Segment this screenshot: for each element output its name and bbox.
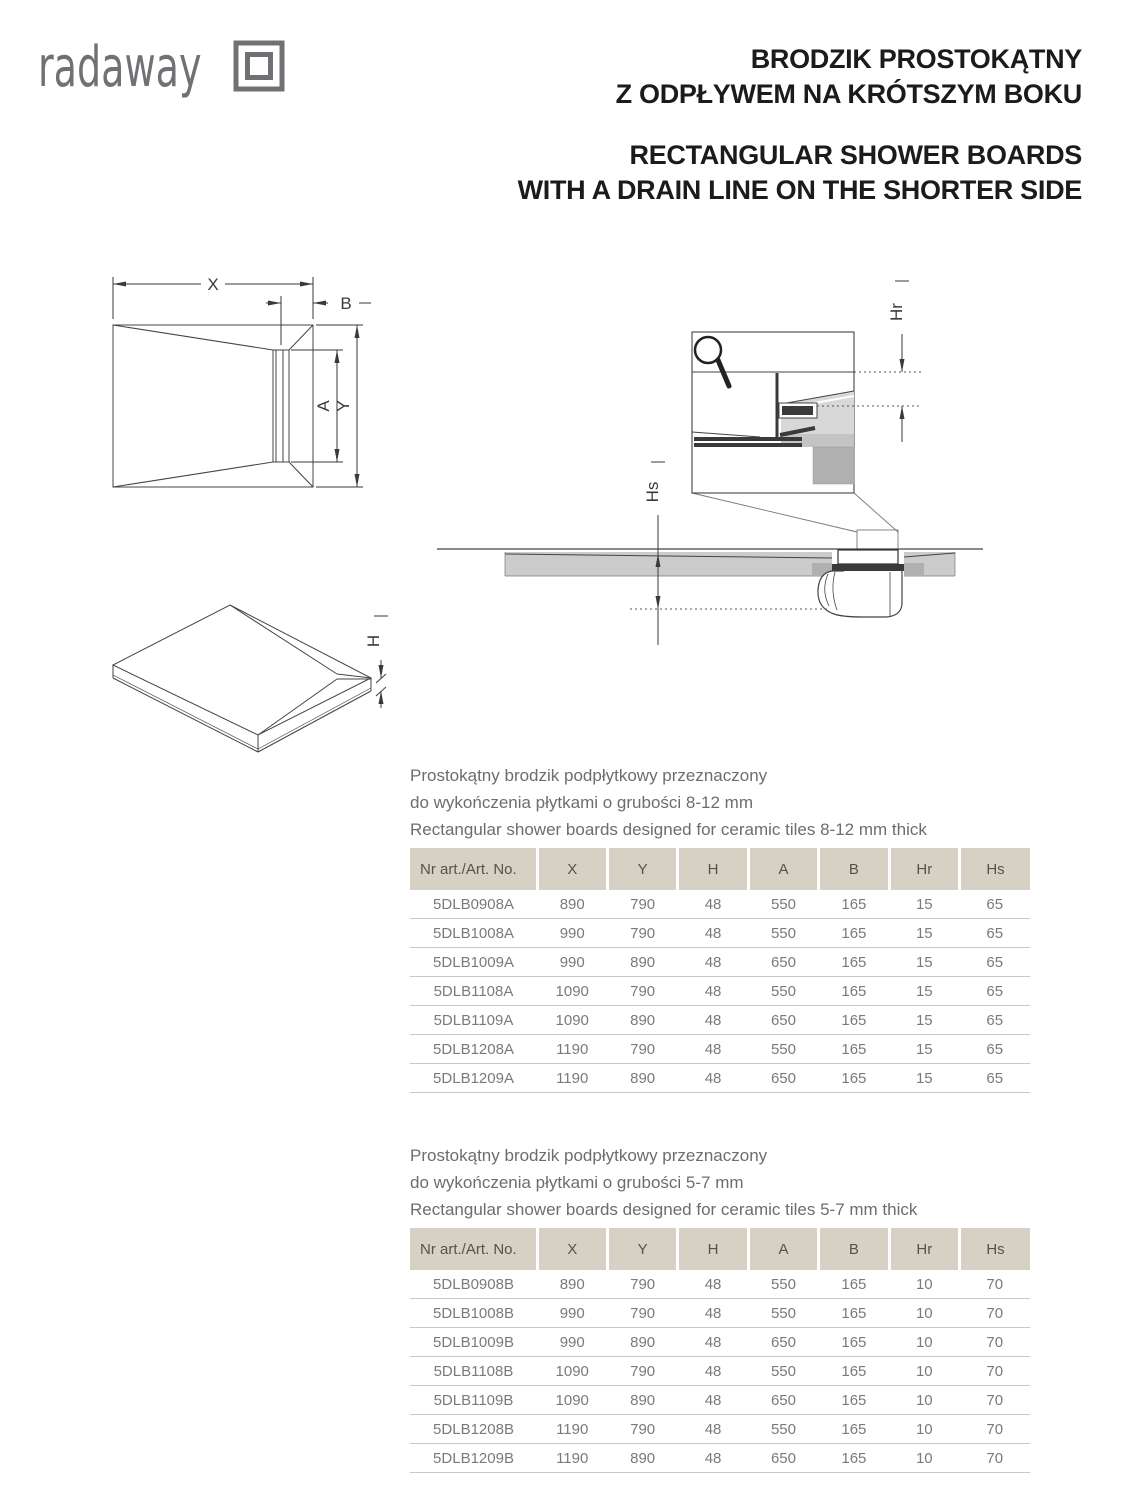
table-row xyxy=(410,977,1030,1006)
caption-en: Rectangular shower boards designed for ceramic tiles 5-7 mm thick xyxy=(410,1200,918,1219)
spec-value: 890 xyxy=(607,1006,677,1035)
title-pl-line2: Z ODPŁYWEM NA KRÓTSZYM BOKU xyxy=(615,79,1082,109)
article-number: 5DLB1209A xyxy=(410,1064,537,1093)
table-row xyxy=(410,1270,1030,1299)
spec-value: 790 xyxy=(607,1035,677,1064)
column-header-h: H xyxy=(678,848,748,890)
article-number: 5DLB0908A xyxy=(410,890,537,919)
spec-value: 790 xyxy=(607,890,677,919)
column-header-b: B xyxy=(819,1228,889,1270)
column-header-hr: Hr xyxy=(889,1228,959,1270)
spec-value: 990 xyxy=(537,1328,607,1357)
spec-value: 890 xyxy=(607,1444,677,1473)
spec-value: 550 xyxy=(748,1299,818,1328)
dimension-label-a: A xyxy=(314,400,333,412)
spec-value: 165 xyxy=(819,1328,889,1357)
spec-value: 550 xyxy=(748,890,818,919)
column-header-hr: Hr xyxy=(889,848,959,890)
article-number: 5DLB1009B xyxy=(410,1328,537,1357)
table-row xyxy=(410,1299,1030,1328)
dimension-label-hs: Hs xyxy=(643,481,662,503)
spec-value: 790 xyxy=(607,1270,677,1299)
title-en-line1: RECTANGULAR SHOWER BOARDS xyxy=(629,140,1082,170)
spec-value: 10 xyxy=(889,1386,959,1415)
spec-value: 65 xyxy=(960,1006,1030,1035)
spec-value: 48 xyxy=(678,1270,748,1299)
logo-text: radaway xyxy=(38,35,202,100)
table-row xyxy=(410,948,1030,977)
spec-value: 990 xyxy=(537,919,607,948)
spec-value: 10 xyxy=(889,1415,959,1444)
article-number: 5DLB1008A xyxy=(410,919,537,948)
spec-value: 65 xyxy=(960,1035,1030,1064)
spec-value: 1190 xyxy=(537,1444,607,1473)
spec-section-5-7mm xyxy=(410,1142,1032,1473)
spec-value: 1190 xyxy=(537,1415,607,1444)
column-header-y: Y xyxy=(607,848,677,890)
spec-value: 48 xyxy=(678,1299,748,1328)
spec-value: 70 xyxy=(960,1386,1030,1415)
article-number: 5DLB1208B xyxy=(410,1415,537,1444)
top-view-drawing xyxy=(100,265,400,510)
article-number: 5DLB1108B xyxy=(410,1357,537,1386)
spec-value: 1090 xyxy=(537,1357,607,1386)
spec-value: 48 xyxy=(678,948,748,977)
spec-value: 70 xyxy=(960,1328,1030,1357)
spec-value: 890 xyxy=(537,1270,607,1299)
column-header-nr-art-art-no-: Nr art./Art. No. xyxy=(410,848,537,890)
article-number: 5DLB0908B xyxy=(410,1270,537,1299)
caption-pl-line1: Prostokątny brodzik podpłytkowy przeznaczony xyxy=(410,766,768,785)
spec-table-8-12mm xyxy=(410,848,1030,1093)
column-header-x: X xyxy=(537,848,607,890)
spec-table-5-7mm xyxy=(410,1228,1030,1473)
spec-value: 10 xyxy=(889,1299,959,1328)
spec-value: 790 xyxy=(607,1299,677,1328)
spec-value: 790 xyxy=(607,919,677,948)
spec-value: 10 xyxy=(889,1357,959,1386)
column-header-b: B xyxy=(819,848,889,890)
perspective-drawing xyxy=(85,580,415,775)
spec-value: 890 xyxy=(607,1386,677,1415)
table-row xyxy=(410,919,1030,948)
spec-value: 65 xyxy=(960,948,1030,977)
column-header-hs: Hs xyxy=(960,1228,1030,1270)
spec-value: 1190 xyxy=(537,1064,607,1093)
spec-value: 65 xyxy=(960,977,1030,1006)
caption-pl-line2: do wykończenia płytkami o grubości 8-12 mm xyxy=(410,793,753,812)
spec-value: 70 xyxy=(960,1270,1030,1299)
article-number: 5DLB1208A xyxy=(410,1035,537,1064)
dimension-label-x: X xyxy=(207,275,219,294)
cross-section-drawing xyxy=(430,260,1000,670)
caption-en: Rectangular shower boards designed for ceramic tiles 8-12 mm thick xyxy=(410,820,927,839)
spec-section-8-12mm xyxy=(410,762,1032,1093)
column-header-h: H xyxy=(678,1228,748,1270)
spec-value: 165 xyxy=(819,1357,889,1386)
spec-value: 165 xyxy=(819,948,889,977)
table-row xyxy=(410,1006,1030,1035)
spec-value: 48 xyxy=(678,1064,748,1093)
spec-value: 550 xyxy=(748,977,818,1006)
column-header-a: A xyxy=(748,848,818,890)
article-number: 5DLB1109A xyxy=(410,1006,537,1035)
spec-value: 48 xyxy=(678,1444,748,1473)
spec-value: 48 xyxy=(678,1328,748,1357)
spec-value: 550 xyxy=(748,1357,818,1386)
spec-value: 165 xyxy=(819,977,889,1006)
table-row xyxy=(410,1035,1030,1064)
table-row xyxy=(410,1386,1030,1415)
spec-value: 550 xyxy=(748,1270,818,1299)
caption-pl-line1: Prostokątny brodzik podpłytkowy przeznaczony xyxy=(410,1146,768,1165)
spec-value: 65 xyxy=(960,890,1030,919)
spec-value: 550 xyxy=(748,1415,818,1444)
column-header-a: A xyxy=(748,1228,818,1270)
spec-value: 70 xyxy=(960,1357,1030,1386)
spec-value: 890 xyxy=(607,948,677,977)
spec-value: 650 xyxy=(748,1006,818,1035)
table-row xyxy=(410,1444,1030,1473)
spec-value: 165 xyxy=(819,1006,889,1035)
spec-value: 165 xyxy=(819,1064,889,1093)
table-row xyxy=(410,890,1030,919)
spec-value: 15 xyxy=(889,1064,959,1093)
spec-value: 48 xyxy=(678,1357,748,1386)
dimension-label-hr: Hr xyxy=(887,303,906,321)
spec-value: 165 xyxy=(819,890,889,919)
spec-value: 48 xyxy=(678,890,748,919)
spec-value: 650 xyxy=(748,948,818,977)
spec-value: 10 xyxy=(889,1270,959,1299)
spec-value: 70 xyxy=(960,1299,1030,1328)
spec-value: 15 xyxy=(889,948,959,977)
spec-value: 1090 xyxy=(537,1006,607,1035)
spec-value: 70 xyxy=(960,1415,1030,1444)
spec-value: 65 xyxy=(960,1064,1030,1093)
column-header-y: Y xyxy=(607,1228,677,1270)
spec-value: 790 xyxy=(607,1357,677,1386)
spec-value: 10 xyxy=(889,1328,959,1357)
dimension-label-h: H xyxy=(364,634,383,648)
spec-value: 1090 xyxy=(537,1386,607,1415)
article-number: 5DLB1109B xyxy=(410,1386,537,1415)
article-number: 5DLB1009A xyxy=(410,948,537,977)
article-number: 5DLB1209B xyxy=(410,1444,537,1473)
spec-value: 65 xyxy=(960,919,1030,948)
table-header-row xyxy=(410,1228,1030,1270)
spec-value: 790 xyxy=(607,1415,677,1444)
caption-pl-line2: do wykończenia płytkami o grubości 5-7 mm xyxy=(410,1173,744,1192)
dimension-label-y: Y xyxy=(334,400,353,412)
spec-value: 165 xyxy=(819,1299,889,1328)
spec-value: 165 xyxy=(819,1270,889,1299)
spec-value: 650 xyxy=(748,1444,818,1473)
spec-value: 48 xyxy=(678,1415,748,1444)
column-header-nr-art-art-no-: Nr art./Art. No. xyxy=(410,1228,537,1270)
spec-value: 48 xyxy=(678,1035,748,1064)
table-header-row xyxy=(410,848,1030,890)
spec-value: 650 xyxy=(748,1328,818,1357)
spec-value: 990 xyxy=(537,1299,607,1328)
spec-value: 165 xyxy=(819,1415,889,1444)
spec-value: 15 xyxy=(889,1035,959,1064)
spec-value: 15 xyxy=(889,890,959,919)
spec-value: 890 xyxy=(607,1328,677,1357)
article-number: 5DLB1008B xyxy=(410,1299,537,1328)
spec-value: 890 xyxy=(607,1064,677,1093)
table-row xyxy=(410,1357,1030,1386)
column-header-hs: Hs xyxy=(960,848,1030,890)
spec-value: 990 xyxy=(537,948,607,977)
spec-value: 550 xyxy=(748,1035,818,1064)
spec-value: 48 xyxy=(678,1006,748,1035)
spec-value: 48 xyxy=(678,919,748,948)
title-pl-line1: BRODZIK PROSTOKĄTNY xyxy=(750,44,1082,74)
spec-value: 48 xyxy=(678,1386,748,1415)
article-number: 5DLB1108A xyxy=(410,977,537,1006)
table-caption xyxy=(410,1142,1032,1223)
spec-value: 165 xyxy=(819,1444,889,1473)
document-title xyxy=(518,42,1082,208)
spec-value: 165 xyxy=(819,1386,889,1415)
spec-value: 48 xyxy=(678,977,748,1006)
table-row xyxy=(410,1064,1030,1093)
column-header-x: X xyxy=(537,1228,607,1270)
logo-square-icon xyxy=(233,40,285,92)
spec-value: 15 xyxy=(889,977,959,1006)
spec-value: 15 xyxy=(889,1006,959,1035)
spec-value: 650 xyxy=(748,1386,818,1415)
table-row xyxy=(410,1415,1030,1444)
spec-value: 550 xyxy=(748,919,818,948)
spec-value: 15 xyxy=(889,919,959,948)
table-caption xyxy=(410,762,1032,843)
dimension-label-b: B xyxy=(340,294,352,313)
spec-value: 70 xyxy=(960,1444,1030,1473)
spec-value: 165 xyxy=(819,1035,889,1064)
spec-value: 10 xyxy=(889,1444,959,1473)
spec-value: 890 xyxy=(537,890,607,919)
radaway-logo xyxy=(38,34,298,98)
title-en-line2: WITH A DRAIN LINE ON THE SHORTER SIDE xyxy=(517,175,1082,205)
spec-value: 1090 xyxy=(537,977,607,1006)
spec-value: 650 xyxy=(748,1064,818,1093)
spec-value: 165 xyxy=(819,919,889,948)
spec-value: 1190 xyxy=(537,1035,607,1064)
table-row xyxy=(410,1328,1030,1357)
spec-value: 790 xyxy=(607,977,677,1006)
